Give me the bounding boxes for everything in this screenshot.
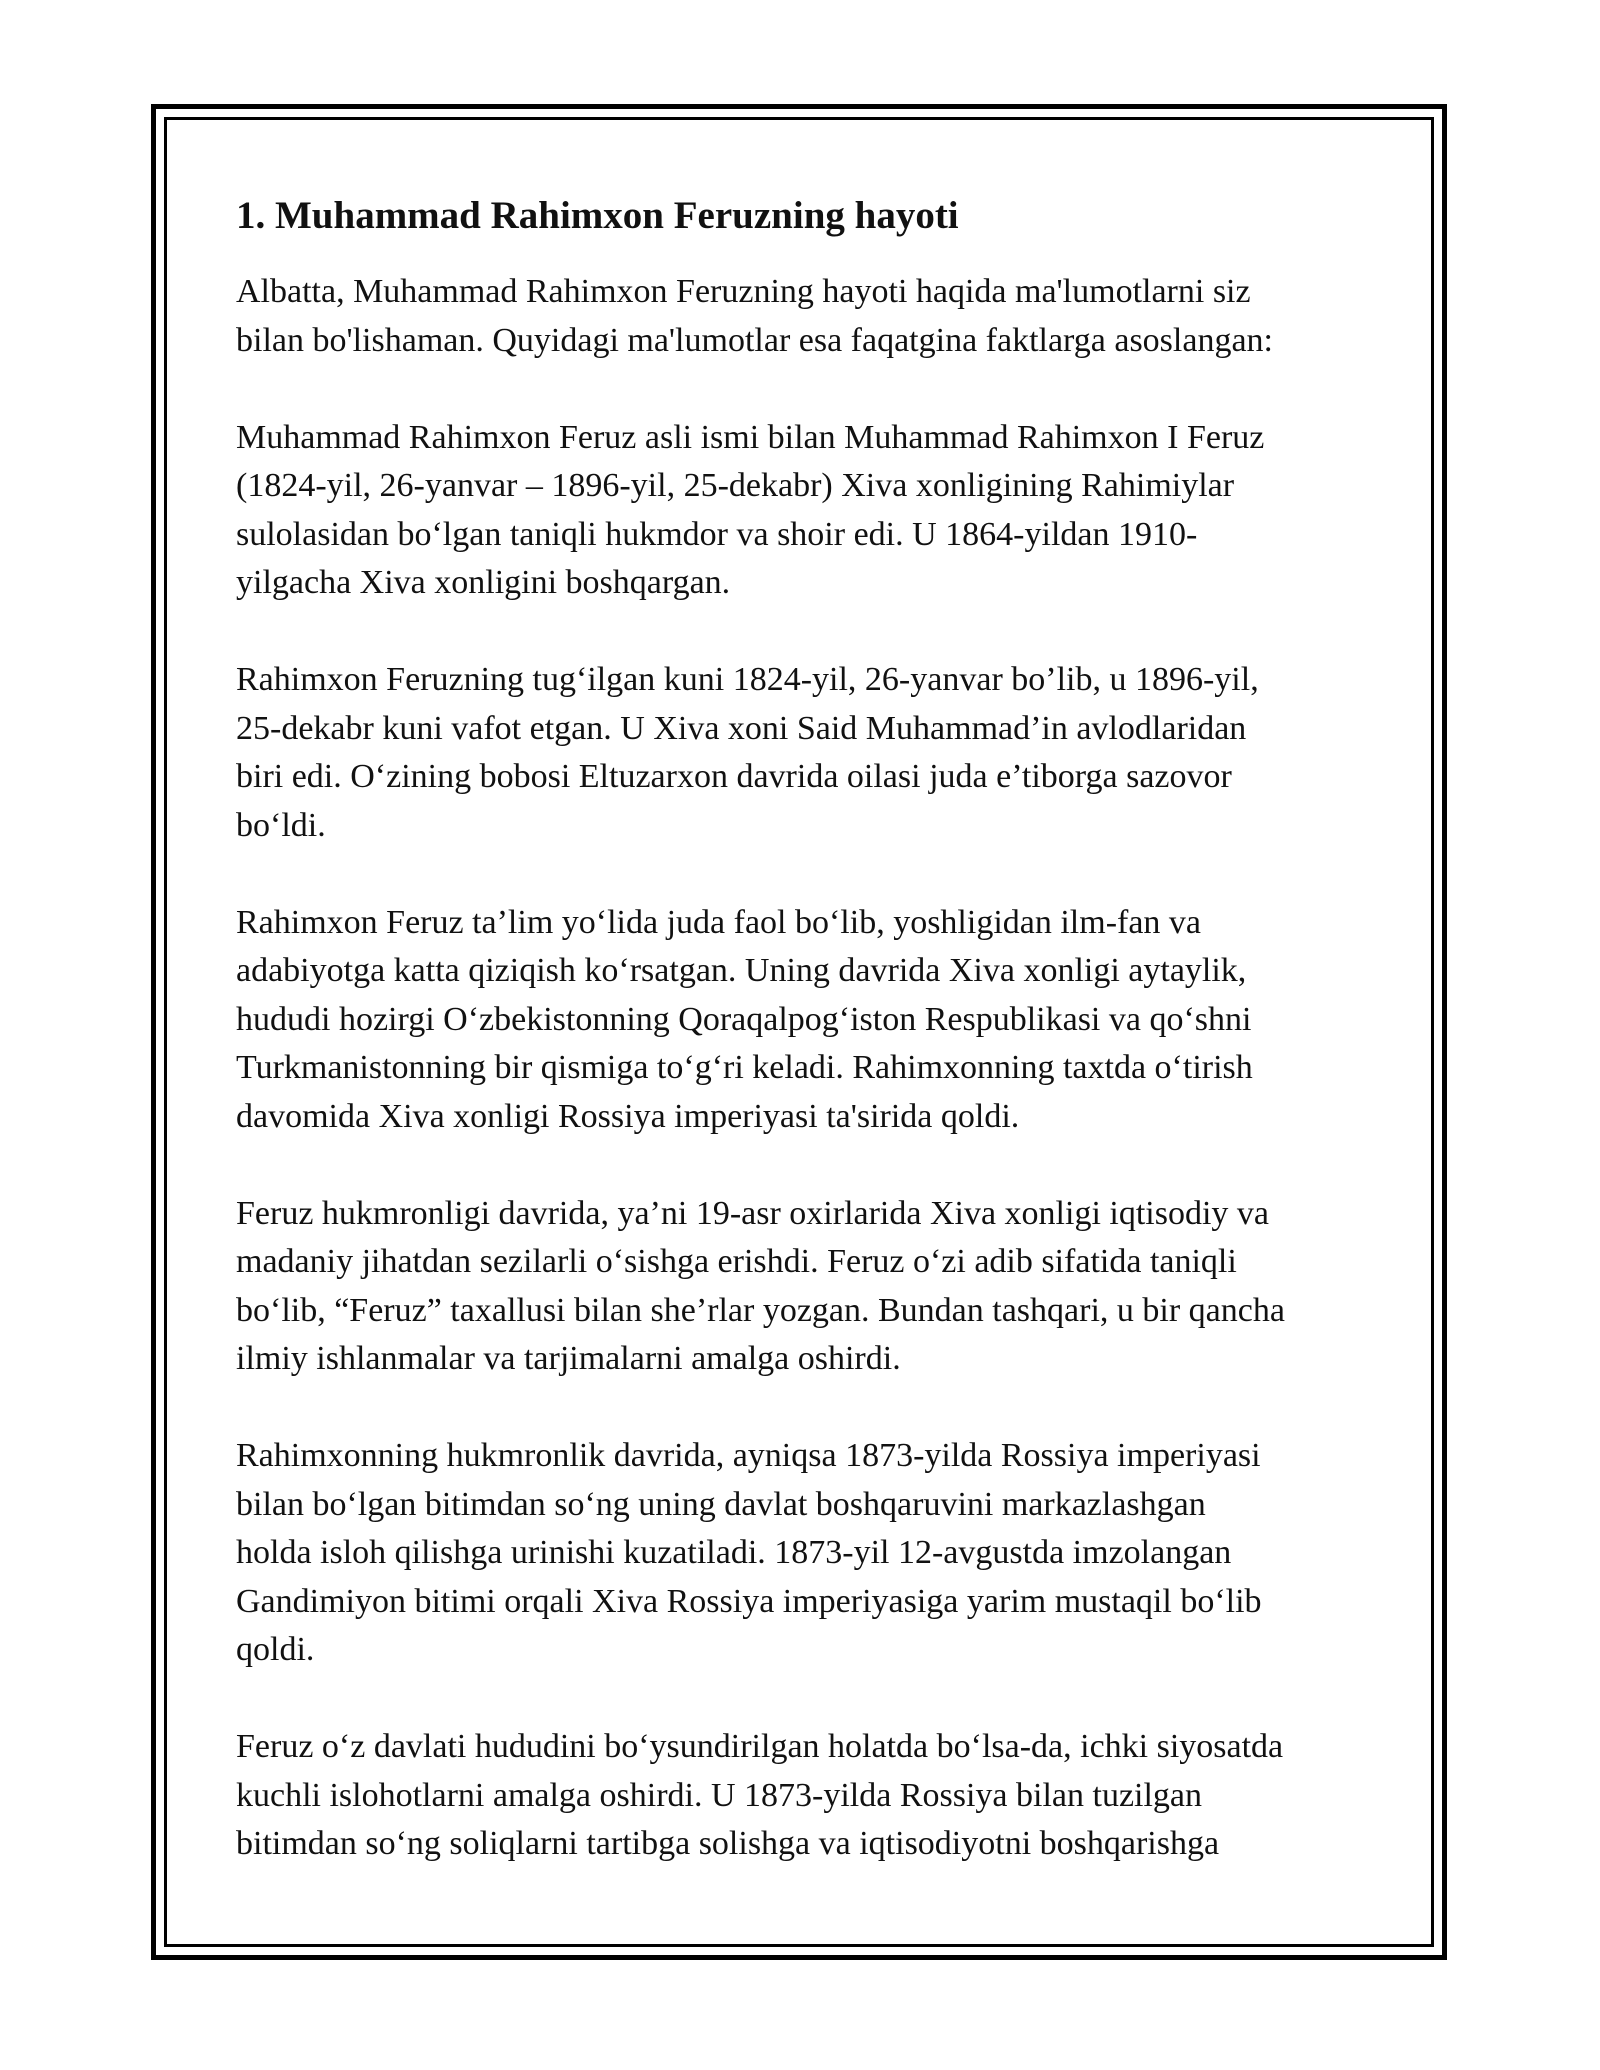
paragraph-intro: Albatta, Muhammad Rahimxon Feruzning hayoti haqida ma'lumotlarni siz bilan bo'lishaman. Quyidagi ma'lumotlar esa faqatgina faktlarga asoslangan:	[236, 273, 1273, 359]
paragraph-1873-treaty: Rahimxonning hukmronlik davrida, ayniqsa 1873-yilda Rossiya imperiyasi bilan bo‘lgan bitimdan so‘ng uning davlat boshqaruvini markazlashgan holda isloh qilishga urinishi kuzatiladi. 1873-yil 12-avgustda imzolangan Gandimiyon bitimi orqali Xiva Rossiya imperiyasiga yarim mustaqil bo‘lib qoldi.	[236, 1437, 1262, 1668]
paragraph-cultural-growth: Feruz hukmronligi davrida, ya’ni 19-asr oxirlarida Xiva xonligi iqtisodiy va madaniy jihatdan sezilarli o‘sishga erishdi. Feruz o‘zi adib sifatida taniqli bo‘lib, “Feruz” taxallusi bilan she’rlar yozgan. Bundan tashqari, u bir qancha ilmiy ishlanmalar va tarjimalarni amalga oshirdi.	[236, 1194, 1285, 1377]
paragraph-birth-and-family: Rahimxon Feruzning tug‘ilgan kuni 1824-yil, 26-yanvar bo’lib, u 1896-yil, 25-dekabr kuni vafot etgan. U Xiva xoni Said Muhammad’in avlodlaridan biri edi. O‘zining bobosi Eltuzarxon davrida oilasi juda e’tiborga sazovor bo‘ldi.	[236, 661, 1259, 844]
paragraph-internal-reforms: Feruz o‘z davlati hududini bo‘ysundirilgan holatda bo‘lsa-da, ichki siyosatda kuchli islohotlarni amalga oshirdi. U 1873-yilda Rossiya bilan tuzilgan bitimdan so‘ng soliqlarni tartibga solishga va iqtisodiyotni boshqarishga	[236, 1728, 1284, 1862]
paragraph-education: Rahimxon Feruz ta’lim yo‘lida juda faol bo‘lib, yoshligidan ilm-fan va adabiyotga katta qiziqish ko‘rsatgan. Uning davrida Xiva xonligi aytaylik, hududi hozirgi O‘zbekistonning Qoraqalpog‘iston Respublikasi va qo‘shni Turkmanistonning bir qismiga to‘g‘ri keladi. Rahimxonning taxtda o‘tirish davomida Xiva xonligi Rossiya imperiyasi ta'sirida qoldi.	[236, 903, 1253, 1135]
section-heading: 1. Muhammad Rahimxon Feruzning hayoti	[236, 194, 959, 237]
document-body	[236, 188, 1376, 1917]
paragraph-name-and-reign: Muhammad Rahimxon Feruz asli ismi bilan Muhammad Rahimxon I Feruz (1824-yil, 26-yanvar – 1896-yil, 25-dekabr) Xiva xonligining Rahimiylar sulolasidan bo‘lgan taniqli hukmdor va shoir edi. U 1864-yildan 1910- yilgacha Xiva xonligini boshqargan.	[236, 418, 1265, 601]
